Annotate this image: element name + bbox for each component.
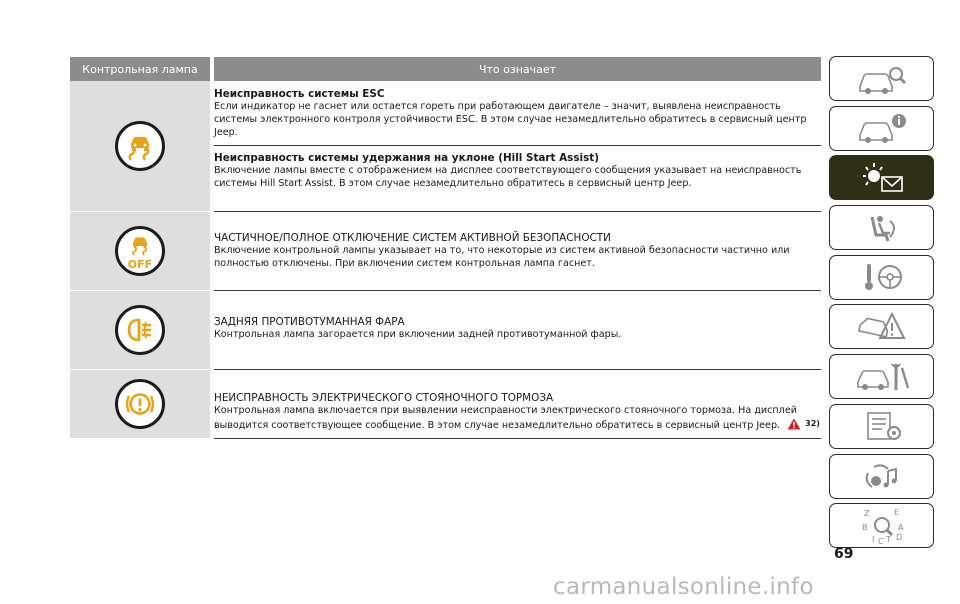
- entry-esc-off: [214, 212, 821, 270]
- tab-car-service[interactable]: [829, 354, 934, 399]
- tab-alphabetical-index[interactable]: [829, 503, 934, 548]
- watermark: carmanualsonline.info: [553, 574, 814, 600]
- entry-text: Включение контрольной лампы указывает на то, что некоторые из систем активной безопасности частично или полностью отключены. При включении систем контрольная лампа гаснет.: [214, 245, 790, 269]
- svg-text:A: A: [897, 522, 903, 532]
- entry-title: Неисправность системы ESC: [214, 88, 385, 100]
- car-search-icon: [852, 62, 912, 96]
- entry-title: ЗАДНЯЯ ПРОТИВОТУМАННАЯ ФАРА: [214, 316, 405, 328]
- entry-title: Неисправность системы удержания на уклоне (Hill Start Assist): [214, 152, 600, 164]
- tab-car-search[interactable]: [829, 56, 934, 101]
- entry-text: Контрольная лампа загорается при включении задней противотуманной фары.: [214, 329, 622, 340]
- svg-text:E: E: [893, 507, 899, 517]
- svg-text:I: I: [871, 534, 874, 544]
- col-lamp-header: Контрольная лампа: [70, 57, 210, 81]
- tab-car-info[interactable]: [829, 106, 934, 151]
- warning-lamp-table: [70, 57, 821, 439]
- entry-esc-fault: [214, 81, 821, 145]
- svg-text:T: T: [885, 534, 891, 544]
- tab-warning-lights[interactable]: [829, 155, 934, 200]
- tab-steering-key[interactable]: [829, 255, 934, 300]
- car-service-icon: [852, 360, 912, 394]
- tab-car-emergency[interactable]: [829, 304, 934, 349]
- col-meaning-header: Что означает: [214, 57, 821, 81]
- entry-epb-fault: [214, 370, 821, 432]
- car-emergency-icon: [852, 310, 912, 344]
- entry-title: ЧАСТИЧНОЕ/ПОЛНОЕ ОТКЛЮЧЕНИЕ СИСТЕМ АКТИВНОЙ БЕЗОПАСНОСТИ: [214, 232, 611, 244]
- page-number: 69: [834, 546, 854, 562]
- svg-text:Z: Z: [863, 508, 869, 518]
- esc-skid-car-icon: [115, 121, 165, 171]
- warning-triangle-icon: [787, 418, 801, 430]
- table-row: [70, 212, 821, 291]
- rear-fog-lamp-icon: [115, 305, 165, 355]
- entry-title: НЕИСПРАВНОСТЬ ЭЛЕКТРИЧЕСКОГО СТОЯНОЧНОГО ТОРМОЗА: [214, 392, 554, 404]
- table-row: [70, 370, 821, 439]
- entry-text: Включение лампы вместе с отображением на дисплее соответствующего сообщения указывает на неисправность системы Hill Start Assist. В этом случае незамедлительно обратитесь в сервисный центр Jeep.: [214, 165, 802, 189]
- svg-text:B: B: [861, 522, 867, 532]
- alphabetical-index-icon: [852, 506, 912, 546]
- steering-key-icon: [852, 260, 912, 294]
- chapter-tabs: [829, 56, 934, 553]
- table-row: [70, 291, 821, 370]
- entry-rear-fog: [214, 291, 821, 341]
- off-label: OFF: [127, 258, 153, 271]
- parking-brake-fault-icon: [115, 379, 165, 429]
- esc-off-icon: [115, 226, 165, 276]
- car-info-icon: [852, 111, 912, 145]
- multimedia-icon: [852, 459, 912, 493]
- table-row: [70, 81, 821, 212]
- table-header: [70, 57, 821, 81]
- tab-multimedia[interactable]: [829, 454, 934, 499]
- seat-safety-icon: [852, 211, 912, 245]
- svg-text:C: C: [877, 536, 884, 546]
- note-reference: 32): [805, 419, 820, 428]
- tech-data-icon: [852, 409, 912, 443]
- svg-text:D: D: [895, 532, 902, 542]
- entry-hill-start-fault: [214, 145, 821, 209]
- tab-seat-safety[interactable]: [829, 205, 934, 250]
- entry-text: Если индикатор не гаснет или остается гореть при работающем двигателе – значит, выявлена неисправность системы электронного контроля устойчивости ESC. В этом случае незамедлительно обратитесь в сервисный центр Jeep.: [214, 101, 807, 138]
- entry-text: Контрольная лампа включается при выявлении неисправности электрического стояночного тормоза. На дисплей выводится соответствующее сообщение. В этом случае незамедлительно обратитесь в сервисный центр Jeep.: [214, 405, 797, 431]
- tab-tech-data[interactable]: [829, 404, 934, 449]
- warning-lights-icon: [852, 161, 912, 195]
